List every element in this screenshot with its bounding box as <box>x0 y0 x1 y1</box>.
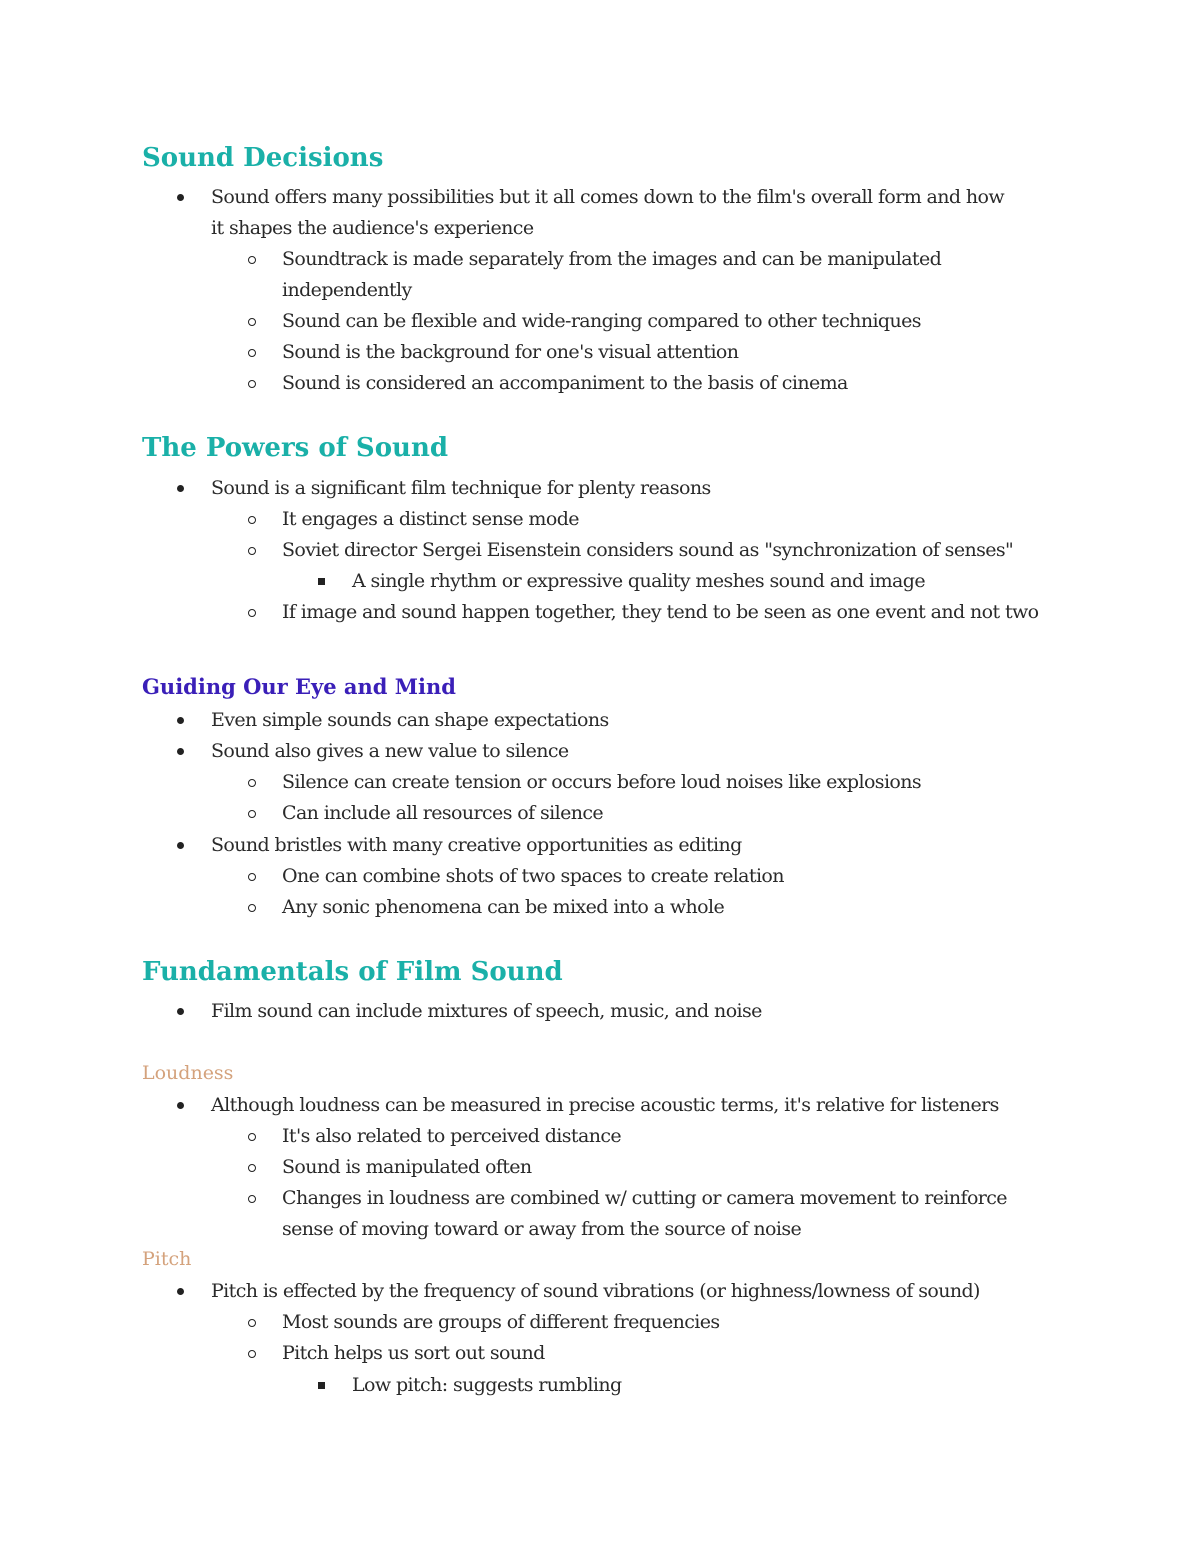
list-item: Changes in loudness are combined w/ cutting or camera movement to reinforce <box>282 1187 1007 1209</box>
bullet-disc-icon <box>177 717 184 724</box>
list-item: Sound is considered an accompaniment to the basis of cinema <box>282 372 848 394</box>
list-item: Even simple sounds can shape expectations <box>211 709 609 731</box>
bullet-circle-icon <box>248 873 256 881</box>
bullet-circle-icon <box>248 1133 256 1141</box>
heading-pitch: Pitch <box>142 1248 192 1270</box>
list-item: One can combine shots of two spaces to create relation <box>282 865 784 887</box>
bullet-circle-icon <box>248 318 256 326</box>
bullet-square-icon <box>318 578 325 585</box>
heading-fundamentals: Fundamentals of Film Sound <box>142 957 563 987</box>
bullet-circle-icon <box>248 256 256 264</box>
bullet-circle-icon <box>248 779 256 787</box>
list-item: Soundtrack is made separately from the images and can be manipulated <box>282 248 942 270</box>
bullet-circle-icon <box>248 349 256 357</box>
list-item: Silence can create tension or occurs before loud noises like explosions <box>282 771 922 793</box>
list-item: Pitch helps us sort out sound <box>282 1342 545 1364</box>
bullet-disc-icon <box>177 1008 184 1015</box>
bullet-circle-icon <box>248 1164 256 1172</box>
list-item: Low pitch: suggests rumbling <box>352 1374 622 1396</box>
list-item: Sound is manipulated often <box>282 1156 532 1178</box>
list-item: Sound also gives a new value to silence <box>211 740 569 762</box>
list-item: It's also related to perceived distance <box>282 1125 622 1147</box>
list-item: Any sonic phenomena can be mixed into a whole <box>282 896 725 918</box>
list-item: Film sound can include mixtures of speech, music, and noise <box>211 1000 762 1022</box>
bullet-square-icon <box>318 1382 325 1389</box>
bullet-circle-icon <box>248 1319 256 1327</box>
bullet-circle-icon <box>248 810 256 818</box>
bullet-disc-icon <box>177 485 184 492</box>
bullet-disc-icon <box>177 842 184 849</box>
list-item: If image and sound happen together, they tend to be seen as one event and not two <box>282 601 1039 623</box>
bullet-circle-icon <box>248 380 256 388</box>
heading-powers-of-sound: The Powers of Sound <box>142 433 449 463</box>
bullet-circle-icon <box>248 547 256 555</box>
bullet-circle-icon <box>248 609 256 617</box>
list-item: Although loudness can be measured in precise acoustic terms, it's relative for listeners <box>211 1094 999 1116</box>
heading-guiding-eye-mind: Guiding Our Eye and Mind <box>142 674 456 699</box>
list-item-continuation: sense of moving toward or away from the source of noise <box>282 1218 802 1240</box>
bullet-circle-icon <box>248 1195 256 1203</box>
bullet-disc-icon <box>177 194 184 201</box>
list-item: Sound is the background for one's visual attention <box>282 341 739 363</box>
list-item: Can include all resources of silence <box>282 802 604 824</box>
list-item: A single rhythm or expressive quality meshes sound and image <box>352 570 925 592</box>
list-item: Sound can be flexible and wide-ranging compared to other techniques <box>282 310 921 332</box>
heading-sound-decisions: Sound Decisions <box>142 143 384 173</box>
list-item-continuation: it shapes the audience's experience <box>211 217 534 239</box>
list-item: Sound is a significant film technique for plenty reasons <box>211 477 711 499</box>
list-item: Pitch is effected by the frequency of sound vibrations (or highness/lowness of sound) <box>211 1280 980 1302</box>
list-item: Sound bristles with many creative opportunities as editing <box>211 834 742 856</box>
bullet-circle-icon <box>248 516 256 524</box>
list-item: Sound offers many possibilities but it all comes down to the film's overall form and how <box>211 186 1005 208</box>
bullet-circle-icon <box>248 1350 256 1358</box>
list-item: Soviet director Sergei Eisenstein considers sound as "synchronization of senses" <box>282 539 1014 561</box>
list-item: It engages a distinct sense mode <box>282 508 579 530</box>
list-item-continuation: independently <box>282 279 412 301</box>
bullet-disc-icon <box>177 748 184 755</box>
bullet-circle-icon <box>248 904 256 912</box>
bullet-disc-icon <box>177 1102 184 1109</box>
list-item: Most sounds are groups of different frequencies <box>282 1311 720 1333</box>
heading-loudness: Loudness <box>142 1062 234 1084</box>
bullet-disc-icon <box>177 1288 184 1295</box>
